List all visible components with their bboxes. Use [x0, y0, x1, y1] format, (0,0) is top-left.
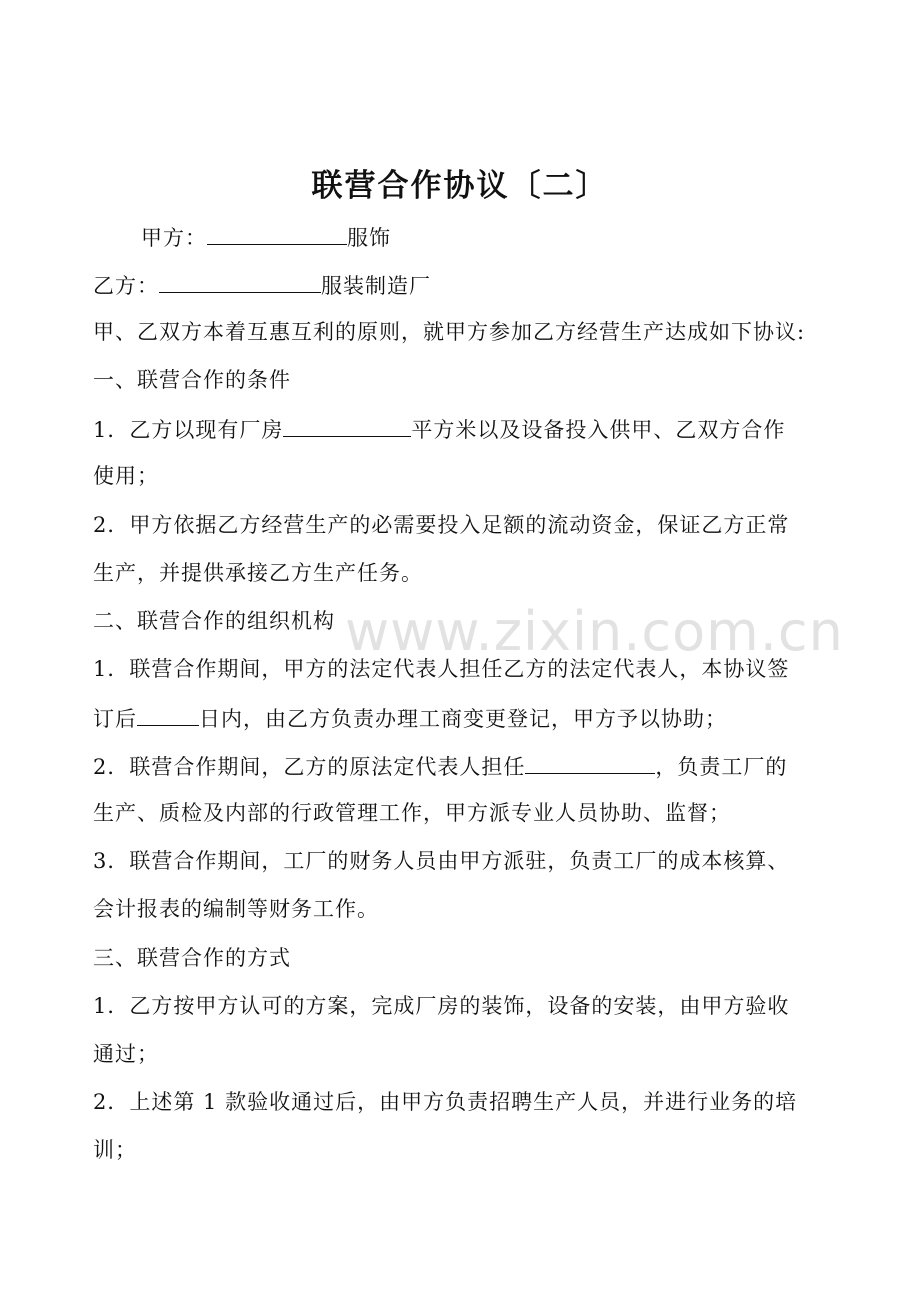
section2-item2-line1: [93, 749, 833, 783]
watermark: www.zixin.com.cn: [345, 600, 844, 663]
party-b-label: 乙方：: [93, 274, 159, 298]
section2-item2-text-a: 2．联营合作期间，乙方的原法定代表人担任: [93, 755, 526, 779]
section1-item1-text-a: 1．乙方以现有厂房: [93, 418, 284, 442]
section2-item2-line2: 生产、质检及内部的行政管理工作，甲方派专业人员协助、监督；: [93, 801, 731, 825]
area-blank: [283, 412, 411, 437]
section3-item2-line1: 2．上述第 1 款验收通过后，由甲方负责招聘生产人员，并进行业务的培: [93, 1090, 798, 1114]
section3-item1-line2: 通过；: [93, 1042, 159, 1066]
section2-item1-line2: [93, 701, 833, 735]
party-a-suffix: 服饰: [347, 226, 391, 250]
section1-item1-line2: 使用；: [93, 464, 159, 488]
section1-item2-line1: 2．甲方依据乙方经营生产的必需要投入足额的流动资金，保证乙方正常: [93, 513, 790, 537]
party-a-line: [141, 220, 881, 254]
section3-heading: 三、联营合作的方式: [93, 946, 291, 970]
preamble: 甲、乙双方本着互惠互利的原则，就甲方参加乙方经营生产达成如下协议:: [93, 320, 806, 344]
party-a-label: 甲方：: [141, 226, 207, 250]
section2-item1-text-c: 日内，由乙方负责办理工商变更登记，甲方予以协助；: [199, 707, 727, 731]
section3-item2-line2: 训；: [93, 1138, 137, 1162]
document-title: 联营合作协议〔二〕: [311, 168, 609, 204]
party-b-line: [93, 268, 833, 302]
section1-heading: 一、联营合作的条件: [93, 368, 291, 392]
days-blank: [137, 701, 199, 726]
section2-item3-line1: 3．联营合作期间，工厂的财务人员由甲方派驻，负责工厂的成本核算、: [93, 849, 790, 873]
section2-item1-text-b: 订后: [93, 707, 137, 731]
section1-item1-line1: [93, 412, 833, 446]
section3-item1-line1: 1．乙方按甲方认可的方案，完成厂房的装饰，设备的安装，由甲方验收: [93, 994, 790, 1018]
party-b-blank: [159, 268, 321, 293]
section2-item2-text-b: ，负责工厂的: [655, 755, 788, 779]
position-blank: [525, 749, 655, 774]
section1-item2-line2: 生产，并提供承接乙方生产任务。: [93, 561, 423, 585]
section2-item1-line1: 1．联营合作期间，甲方的法定代表人担任乙方的法定代表人，本协议签: [93, 657, 790, 681]
section2-item3-line2: 会计报表的编制等财务工作。: [93, 897, 379, 921]
party-b-suffix: 服装制造厂: [321, 274, 431, 298]
party-a-blank: [207, 220, 347, 245]
section1-item1-text-b: 平方米以及设备投入供甲、乙双方合作: [411, 418, 786, 442]
section2-heading: 二、联营合作的组织机构: [93, 609, 335, 633]
